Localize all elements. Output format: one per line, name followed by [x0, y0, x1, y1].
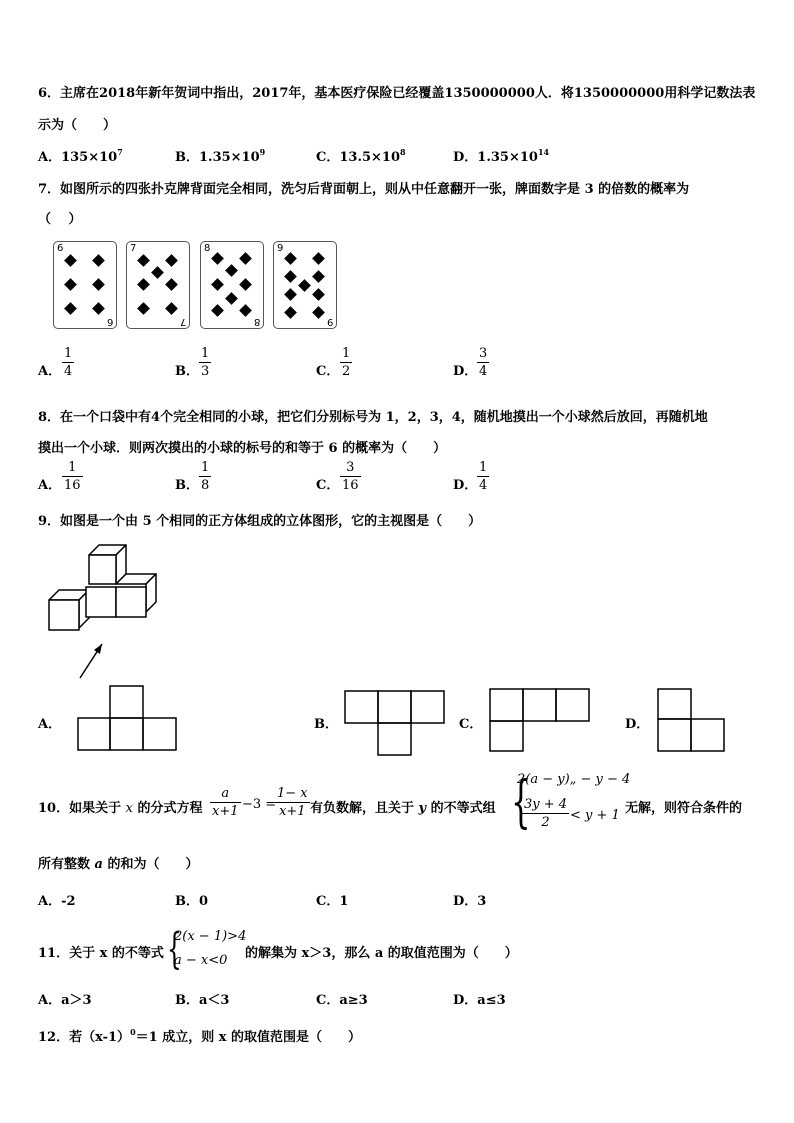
diamond-icon	[64, 278, 77, 291]
q11-inequality-1: 2(x − 1)>4	[174, 929, 247, 944]
q9-option-d-figure	[656, 687, 728, 753]
diamond-icon	[225, 264, 238, 277]
q6-line2: 示为（ ）	[38, 118, 117, 133]
q10-fraction-a: a x+1	[212, 786, 239, 819]
q11-option-b[interactable]: B．a＜3	[175, 993, 230, 1008]
diamond-icon	[312, 288, 325, 301]
diamond-icon	[225, 292, 238, 305]
q9-option-c-label[interactable]: C．	[459, 717, 483, 732]
q10-minus-three: −3 =	[242, 797, 277, 812]
q7-option-a-fraction: 1 4	[64, 346, 73, 379]
q8-option-b-label[interactable]: B．	[175, 478, 199, 493]
diamond-icon	[92, 302, 105, 315]
q8-option-d-label[interactable]: D．	[453, 478, 478, 493]
q10-inequality-2-fraction: 3y + 4 2	[524, 797, 568, 830]
q6-option-c[interactable]: C．$13.5\times 10^8$	[316, 147, 406, 165]
diamond-icon	[211, 304, 224, 317]
diamond-icon	[312, 306, 325, 319]
q8-option-d-fraction: 1 4	[479, 460, 488, 493]
diamond-icon	[165, 254, 178, 267]
q11-option-d[interactable]: D．a≤3	[453, 993, 506, 1008]
q11-option-a[interactable]: A．a＞3	[38, 993, 92, 1008]
playing-card-8: 8 8	[200, 241, 264, 329]
q9-line1: 9．如图是一个由 5 个相同的正方体组成的立体图形，它的主视图是（ ）	[38, 514, 482, 529]
diamond-icon	[284, 252, 297, 265]
q11-inequality-2: a − x<0	[174, 953, 228, 968]
q9-option-c-figure	[488, 687, 592, 753]
diamond-icon	[137, 254, 150, 267]
q7-line2: （ ）	[38, 212, 82, 227]
diamond-icon	[239, 252, 252, 265]
q7-option-d-fraction: 3 4	[479, 346, 488, 379]
q10-line1-prefix: 10．如果关于 x 的分式方程	[38, 801, 203, 816]
q9-option-b-label[interactable]: B．	[314, 717, 338, 732]
q8-option-a-fraction: 1 16	[64, 460, 81, 493]
diamond-icon	[92, 278, 105, 291]
q7-option-c-label[interactable]: C．	[316, 364, 340, 379]
q11-prefix: 11．关于 x 的不等式	[38, 946, 164, 961]
diamond-icon	[239, 304, 252, 317]
q9-option-a-figure	[76, 684, 180, 752]
q10-brace: {	[511, 770, 531, 835]
q10-inequality-2-rest: < y + 1	[570, 808, 620, 823]
q7-option-b-fraction: 1 3	[201, 346, 210, 379]
q10-fraction-b: 1− x x+1	[277, 786, 308, 819]
q11-suffix: 的解集为 x＞3，那么 a 的取值范围为（ ）	[245, 946, 518, 961]
q7-line1: 7．如图所示的四张扑克牌背面完全相同，洗匀后背面朝上，则从中任意翻开一张，牌面数字是 3 的倍数的概率为	[38, 182, 690, 197]
q9-option-a-label[interactable]: A．	[38, 717, 62, 732]
q8-option-b-fraction: 1 8	[201, 460, 210, 493]
diamond-icon	[64, 302, 77, 315]
diamond-icon	[165, 302, 178, 315]
q8-option-c-fraction: 3 16	[342, 460, 359, 493]
q6-line1: 6．主席在2018年新年贺词中指出，2017年，基本医疗保险已经覆盖1350000000人．将1350000000用科学记数法表	[38, 86, 756, 101]
q6-option-a[interactable]: A．$135\times 10^7$	[38, 147, 123, 165]
diamond-icon	[312, 270, 325, 283]
diamond-icon	[137, 302, 150, 315]
diamond-icon	[239, 278, 252, 291]
diamond-icon	[312, 252, 325, 265]
q6-option-d[interactable]: D．$1.35\times 10^{14}$	[453, 147, 550, 165]
q12-line1: 12．若$(x-1)^0=1$ 成立，则 x 的取值范围是（ ）	[38, 1027, 362, 1045]
q8-option-a-label[interactable]: A．	[38, 478, 62, 493]
playing-card-6: 6 6	[53, 241, 117, 329]
q10-option-c[interactable]: C．1	[316, 894, 349, 909]
q10-option-a[interactable]: A．-2	[38, 894, 76, 909]
diamond-icon	[137, 278, 150, 291]
diamond-icon	[151, 266, 164, 279]
q8-line1: 8．在一个口袋中有4个完全相同的小球，把它们分别标号为 1，2，3，4，随机地摸出一个小球然后放回，再随机地	[38, 410, 708, 425]
q9-option-d-label[interactable]: D．	[625, 717, 650, 732]
q10-option-b[interactable]: B．0	[175, 894, 209, 909]
diamond-icon	[211, 278, 224, 291]
q11-option-c[interactable]: C．a≥3	[316, 993, 368, 1008]
diamond-icon	[284, 270, 297, 283]
q10-inequality-1: 2(a − y)„ − y − 4	[517, 772, 631, 787]
playing-card-9: 9 9	[273, 241, 337, 329]
q9-option-b-figure	[343, 689, 447, 757]
q8-line2: 摸出一个小球．则两次摸出的小球的标号的和等于 6 的概率为（ ）	[38, 441, 447, 456]
q10-line1-suffix: 无解，则符合条件的	[625, 801, 743, 816]
diamond-icon	[298, 279, 311, 292]
playing-card-7: 7 7	[126, 241, 190, 329]
q7-option-d-label[interactable]: D．	[453, 364, 478, 379]
diamond-icon	[284, 306, 297, 319]
diamond-icon	[64, 254, 77, 267]
diamond-icon	[211, 252, 224, 265]
q10-line2: 所有整数 a 的和为（ ）	[38, 857, 199, 872]
diamond-icon	[284, 288, 297, 301]
cube-solid-figure	[44, 540, 164, 680]
q7-option-b-label[interactable]: B．	[175, 364, 199, 379]
q6-option-b[interactable]: B．$1.35\times 10^9$	[175, 147, 266, 165]
q10-option-d[interactable]: D．3	[453, 894, 487, 909]
q8-option-c-label[interactable]: C．	[316, 478, 340, 493]
q10-line1-mid: 有负数解，且关于 y 的不等式组	[310, 801, 496, 816]
q7-option-c-fraction: 1 2	[342, 346, 351, 379]
diamond-icon	[165, 278, 178, 291]
q7-option-a-label[interactable]: A．	[38, 364, 62, 379]
diamond-icon	[92, 254, 105, 267]
q11-brace: {	[167, 924, 182, 973]
